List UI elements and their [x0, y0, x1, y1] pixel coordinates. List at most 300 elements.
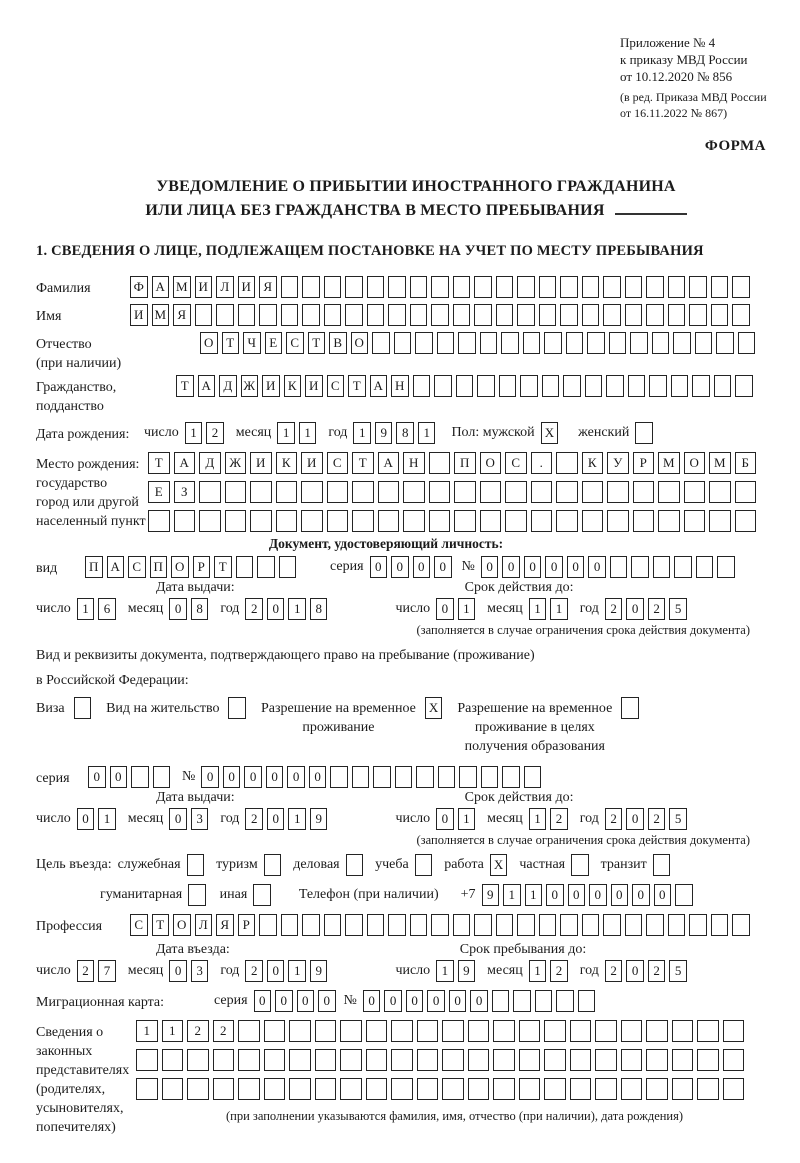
char-cell[interactable]	[496, 276, 514, 298]
char-cell[interactable]: 1	[288, 598, 306, 620]
purpose-humanitarian-checkbox[interactable]	[188, 884, 206, 906]
char-cell[interactable]: Т	[148, 452, 170, 474]
char-cell[interactable]	[570, 1049, 592, 1071]
char-cell[interactable]: Т	[222, 332, 240, 354]
char-cell[interactable]: З	[174, 481, 196, 503]
char-cell[interactable]: 1	[529, 598, 547, 620]
char-cell[interactable]: 9	[310, 808, 328, 830]
residence-permit-checkbox[interactable]	[228, 697, 246, 719]
char-cell[interactable]	[327, 481, 349, 503]
char-cell[interactable]: 0	[223, 766, 241, 788]
char-cell[interactable]: Е	[148, 481, 170, 503]
char-cell[interactable]: 2	[605, 598, 623, 620]
char-cell[interactable]: А	[174, 452, 196, 474]
char-cell[interactable]	[563, 375, 581, 397]
char-cell[interactable]: 0	[626, 960, 644, 982]
char-cell[interactable]	[352, 766, 370, 788]
temporary-residence-education-checkbox[interactable]	[621, 697, 639, 719]
char-cell[interactable]	[723, 1049, 745, 1071]
char-cell[interactable]	[570, 1078, 592, 1100]
char-cell[interactable]	[391, 1020, 413, 1042]
char-cell[interactable]	[609, 332, 627, 354]
char-cell[interactable]	[735, 481, 757, 503]
char-cell[interactable]	[136, 1049, 158, 1071]
char-cell[interactable]	[481, 766, 499, 788]
char-cell[interactable]	[505, 481, 527, 503]
char-cell[interactable]: 8	[396, 422, 414, 444]
char-cell[interactable]: К	[284, 375, 302, 397]
char-cell[interactable]	[416, 766, 434, 788]
char-cell[interactable]	[625, 276, 643, 298]
char-cell[interactable]	[301, 481, 323, 503]
char-cell[interactable]	[264, 1049, 286, 1071]
char-cell[interactable]	[689, 914, 707, 936]
char-cell[interactable]	[417, 1078, 439, 1100]
char-cell[interactable]	[621, 1078, 643, 1100]
char-cell[interactable]	[403, 481, 425, 503]
char-cell[interactable]	[668, 304, 686, 326]
char-cell[interactable]: 2	[213, 1020, 235, 1042]
char-cell[interactable]	[674, 556, 692, 578]
char-cell[interactable]: 9	[375, 422, 393, 444]
char-cell[interactable]	[429, 510, 451, 532]
char-cell[interactable]: 2	[648, 808, 666, 830]
char-cell[interactable]	[595, 1049, 617, 1071]
char-cell[interactable]	[403, 510, 425, 532]
char-cell[interactable]	[315, 1020, 337, 1042]
char-cell[interactable]	[531, 510, 553, 532]
char-cell[interactable]	[493, 1049, 515, 1071]
char-cell[interactable]	[474, 276, 492, 298]
char-cell[interactable]	[668, 276, 686, 298]
char-cell[interactable]	[582, 510, 604, 532]
char-cell[interactable]: 0	[406, 990, 424, 1012]
char-cell[interactable]: И	[238, 276, 256, 298]
female-checkbox[interactable]	[635, 422, 653, 444]
char-cell[interactable]	[162, 1049, 184, 1071]
char-cell[interactable]: 0	[413, 556, 431, 578]
char-cell[interactable]	[352, 510, 374, 532]
char-cell[interactable]: О	[480, 452, 502, 474]
char-cell[interactable]	[259, 304, 277, 326]
char-cell[interactable]	[289, 1078, 311, 1100]
char-cell[interactable]	[391, 1078, 413, 1100]
char-cell[interactable]	[531, 481, 553, 503]
char-cell[interactable]	[517, 914, 535, 936]
char-cell[interactable]	[672, 1049, 694, 1071]
char-cell[interactable]: 9	[458, 960, 476, 982]
char-cell[interactable]	[649, 375, 667, 397]
char-cell[interactable]	[646, 276, 664, 298]
char-cell[interactable]	[391, 1049, 413, 1071]
char-cell[interactable]	[148, 510, 170, 532]
char-cell[interactable]: 1	[436, 960, 454, 982]
char-cell[interactable]	[570, 1020, 592, 1042]
char-cell[interactable]	[711, 914, 729, 936]
char-cell[interactable]	[264, 1078, 286, 1100]
char-cell[interactable]	[493, 1078, 515, 1100]
char-cell[interactable]: Н	[403, 452, 425, 474]
char-cell[interactable]	[697, 1020, 719, 1042]
char-cell[interactable]	[199, 481, 221, 503]
char-cell[interactable]	[603, 914, 621, 936]
char-cell[interactable]	[603, 276, 621, 298]
char-cell[interactable]	[238, 1049, 260, 1071]
char-cell[interactable]	[566, 332, 584, 354]
char-cell[interactable]: 0	[434, 556, 452, 578]
char-cell[interactable]: 0	[654, 884, 672, 906]
char-cell[interactable]: И	[195, 276, 213, 298]
char-cell[interactable]: 0	[266, 766, 284, 788]
char-cell[interactable]: .	[531, 452, 553, 474]
char-cell[interactable]	[480, 510, 502, 532]
char-cell[interactable]	[437, 332, 455, 354]
char-cell[interactable]	[684, 481, 706, 503]
char-cell[interactable]: Я	[216, 914, 234, 936]
char-cell[interactable]	[519, 1020, 541, 1042]
char-cell[interactable]: С	[505, 452, 527, 474]
char-cell[interactable]	[735, 510, 757, 532]
char-cell[interactable]	[711, 304, 729, 326]
char-cell[interactable]: 0	[481, 556, 499, 578]
char-cell[interactable]	[417, 1049, 439, 1071]
char-cell[interactable]: 0	[626, 598, 644, 620]
char-cell[interactable]	[539, 914, 557, 936]
char-cell[interactable]: 2	[77, 960, 95, 982]
char-cell[interactable]	[673, 332, 691, 354]
char-cell[interactable]	[281, 276, 299, 298]
char-cell[interactable]: 0	[589, 884, 607, 906]
char-cell[interactable]	[213, 1078, 235, 1100]
char-cell[interactable]	[153, 766, 171, 788]
char-cell[interactable]: 1	[550, 598, 568, 620]
char-cell[interactable]	[453, 304, 471, 326]
char-cell[interactable]	[415, 332, 433, 354]
char-cell[interactable]	[410, 304, 428, 326]
char-cell[interactable]	[213, 1049, 235, 1071]
char-cell[interactable]: 8	[310, 598, 328, 620]
char-cell[interactable]	[493, 1020, 515, 1042]
char-cell[interactable]	[340, 1078, 362, 1100]
char-cell[interactable]: 9	[310, 960, 328, 982]
char-cell[interactable]	[324, 914, 342, 936]
char-cell[interactable]: А	[198, 375, 216, 397]
char-cell[interactable]	[302, 914, 320, 936]
char-cell[interactable]: 5	[669, 808, 687, 830]
char-cell[interactable]	[340, 1020, 362, 1042]
char-cell[interactable]: Ж	[225, 452, 247, 474]
char-cell[interactable]	[367, 276, 385, 298]
char-cell[interactable]: 0	[436, 808, 454, 830]
char-cell[interactable]: С	[327, 452, 349, 474]
char-cell[interactable]: Д	[219, 375, 237, 397]
char-cell[interactable]	[345, 914, 363, 936]
char-cell[interactable]	[289, 1049, 311, 1071]
char-cell[interactable]: 0	[287, 766, 305, 788]
char-cell[interactable]	[388, 304, 406, 326]
char-cell[interactable]	[429, 452, 451, 474]
char-cell[interactable]	[582, 481, 604, 503]
char-cell[interactable]	[723, 1020, 745, 1042]
char-cell[interactable]	[606, 375, 624, 397]
char-cell[interactable]	[257, 556, 275, 578]
char-cell[interactable]: 0	[632, 884, 650, 906]
char-cell[interactable]: 1	[288, 960, 306, 982]
char-cell[interactable]	[523, 332, 541, 354]
char-cell[interactable]	[578, 990, 596, 1012]
char-cell[interactable]	[499, 375, 517, 397]
char-cell[interactable]	[697, 1078, 719, 1100]
char-cell[interactable]	[162, 1078, 184, 1100]
char-cell[interactable]	[431, 304, 449, 326]
char-cell[interactable]: М	[658, 452, 680, 474]
char-cell[interactable]: 2	[550, 808, 568, 830]
char-cell[interactable]: 0	[275, 990, 293, 1012]
char-cell[interactable]	[519, 1049, 541, 1071]
char-cell[interactable]	[631, 556, 649, 578]
char-cell[interactable]	[238, 1078, 260, 1100]
char-cell[interactable]	[668, 914, 686, 936]
char-cell[interactable]	[454, 510, 476, 532]
char-cell[interactable]: 0	[370, 556, 388, 578]
char-cell[interactable]: Ф	[130, 276, 148, 298]
char-cell[interactable]	[442, 1049, 464, 1071]
purpose-tourism-checkbox[interactable]	[264, 854, 282, 876]
char-cell[interactable]: 0	[611, 884, 629, 906]
char-cell[interactable]	[646, 914, 664, 936]
char-cell[interactable]: О	[200, 332, 218, 354]
char-cell[interactable]: П	[150, 556, 168, 578]
char-cell[interactable]	[517, 304, 535, 326]
purpose-transit-checkbox[interactable]	[653, 854, 671, 876]
char-cell[interactable]: М	[709, 452, 731, 474]
char-cell[interactable]	[238, 1020, 260, 1042]
char-cell[interactable]: Т	[348, 375, 366, 397]
char-cell[interactable]: 0	[588, 556, 606, 578]
char-cell[interactable]	[696, 556, 714, 578]
char-cell[interactable]: 0	[391, 556, 409, 578]
char-cell[interactable]: 0	[502, 556, 520, 578]
char-cell[interactable]	[174, 510, 196, 532]
char-cell[interactable]	[367, 304, 385, 326]
char-cell[interactable]	[695, 332, 713, 354]
char-cell[interactable]: 0	[267, 808, 285, 830]
char-cell[interactable]	[431, 914, 449, 936]
char-cell[interactable]: Ж	[241, 375, 259, 397]
char-cell[interactable]: 0	[201, 766, 219, 788]
char-cell[interactable]: 2	[648, 598, 666, 620]
char-cell[interactable]: 6	[98, 598, 116, 620]
char-cell[interactable]	[625, 304, 643, 326]
char-cell[interactable]	[276, 481, 298, 503]
char-cell[interactable]	[501, 332, 519, 354]
purpose-business-checkbox[interactable]	[346, 854, 364, 876]
char-cell[interactable]	[187, 1049, 209, 1071]
char-cell[interactable]	[468, 1020, 490, 1042]
char-cell[interactable]	[327, 510, 349, 532]
char-cell[interactable]	[413, 375, 431, 397]
char-cell[interactable]	[366, 1078, 388, 1100]
char-cell[interactable]: 8	[191, 598, 209, 620]
char-cell[interactable]	[646, 1049, 668, 1071]
char-cell[interactable]	[671, 375, 689, 397]
char-cell[interactable]: К	[276, 452, 298, 474]
char-cell[interactable]	[301, 510, 323, 532]
char-cell[interactable]: И	[305, 375, 323, 397]
char-cell[interactable]	[505, 510, 527, 532]
char-cell[interactable]: Р	[238, 914, 256, 936]
char-cell[interactable]: 0	[244, 766, 262, 788]
char-cell[interactable]: 1	[277, 422, 295, 444]
char-cell[interactable]	[625, 914, 643, 936]
char-cell[interactable]	[225, 510, 247, 532]
char-cell[interactable]: О	[171, 556, 189, 578]
char-cell[interactable]: М	[173, 276, 191, 298]
char-cell[interactable]: 0	[449, 990, 467, 1012]
char-cell[interactable]	[216, 304, 234, 326]
char-cell[interactable]: Я	[173, 304, 191, 326]
char-cell[interactable]	[658, 481, 680, 503]
char-cell[interactable]: О	[173, 914, 191, 936]
char-cell[interactable]: Л	[195, 914, 213, 936]
char-cell[interactable]	[438, 766, 456, 788]
char-cell[interactable]	[633, 481, 655, 503]
char-cell[interactable]	[302, 304, 320, 326]
char-cell[interactable]: Т	[352, 452, 374, 474]
char-cell[interactable]: 0	[297, 990, 315, 1012]
char-cell[interactable]	[697, 1049, 719, 1071]
char-cell[interactable]	[453, 914, 471, 936]
char-cell[interactable]: 1	[162, 1020, 184, 1042]
char-cell[interactable]	[394, 332, 412, 354]
char-cell[interactable]	[388, 914, 406, 936]
char-cell[interactable]	[496, 304, 514, 326]
char-cell[interactable]	[366, 1020, 388, 1042]
char-cell[interactable]	[646, 1078, 668, 1100]
char-cell[interactable]	[544, 1049, 566, 1071]
char-cell[interactable]: 0	[363, 990, 381, 1012]
char-cell[interactable]: К	[582, 452, 604, 474]
char-cell[interactable]: 1	[529, 808, 547, 830]
char-cell[interactable]: 7	[98, 960, 116, 982]
purpose-work-checkbox[interactable]: X	[490, 854, 508, 876]
visa-checkbox[interactable]	[74, 697, 92, 719]
char-cell[interactable]	[442, 1020, 464, 1042]
char-cell[interactable]	[250, 481, 272, 503]
char-cell[interactable]	[315, 1049, 337, 1071]
char-cell[interactable]: А	[107, 556, 125, 578]
char-cell[interactable]	[502, 766, 520, 788]
char-cell[interactable]	[556, 481, 578, 503]
char-cell[interactable]: 0	[626, 808, 644, 830]
char-cell[interactable]	[429, 481, 451, 503]
char-cell[interactable]: 0	[267, 960, 285, 982]
char-cell[interactable]	[454, 481, 476, 503]
char-cell[interactable]: 1	[458, 808, 476, 830]
char-cell[interactable]	[302, 276, 320, 298]
char-cell[interactable]	[652, 332, 670, 354]
char-cell[interactable]	[468, 1078, 490, 1100]
char-cell[interactable]: Р	[193, 556, 211, 578]
char-cell[interactable]	[136, 1078, 158, 1100]
char-cell[interactable]	[716, 332, 734, 354]
char-cell[interactable]	[264, 1020, 286, 1042]
char-cell[interactable]	[539, 304, 557, 326]
char-cell[interactable]	[225, 481, 247, 503]
char-cell[interactable]	[556, 510, 578, 532]
char-cell[interactable]: 0	[110, 766, 128, 788]
char-cell[interactable]: 2	[550, 960, 568, 982]
char-cell[interactable]	[259, 914, 277, 936]
char-cell[interactable]	[480, 481, 502, 503]
char-cell[interactable]	[535, 990, 553, 1012]
char-cell[interactable]	[131, 766, 149, 788]
char-cell[interactable]	[556, 990, 574, 1012]
purpose-private-checkbox[interactable]	[571, 854, 589, 876]
char-cell[interactable]: О	[351, 332, 369, 354]
char-cell[interactable]: А	[378, 452, 400, 474]
char-cell[interactable]: 0	[567, 556, 585, 578]
char-cell[interactable]: 0	[169, 960, 187, 982]
char-cell[interactable]	[582, 914, 600, 936]
char-cell[interactable]: 1	[77, 598, 95, 620]
char-cell[interactable]	[378, 510, 400, 532]
char-cell[interactable]	[556, 452, 578, 474]
char-cell[interactable]	[672, 1020, 694, 1042]
char-cell[interactable]: И	[130, 304, 148, 326]
char-cell[interactable]: 1	[458, 598, 476, 620]
char-cell[interactable]: 5	[669, 598, 687, 620]
char-cell[interactable]: 0	[169, 598, 187, 620]
char-cell[interactable]	[330, 766, 348, 788]
char-cell[interactable]	[442, 1078, 464, 1100]
purpose-official-checkbox[interactable]	[187, 854, 205, 876]
char-cell[interactable]	[582, 276, 600, 298]
char-cell[interactable]: 2	[605, 808, 623, 830]
char-cell[interactable]	[367, 914, 385, 936]
char-cell[interactable]: Л	[216, 276, 234, 298]
char-cell[interactable]	[372, 332, 390, 354]
purpose-other-checkbox[interactable]	[253, 884, 271, 906]
char-cell[interactable]: Е	[265, 332, 283, 354]
char-cell[interactable]	[633, 510, 655, 532]
char-cell[interactable]	[560, 276, 578, 298]
char-cell[interactable]: 0	[546, 884, 564, 906]
char-cell[interactable]	[345, 304, 363, 326]
char-cell[interactable]: 1	[185, 422, 203, 444]
char-cell[interactable]	[646, 1020, 668, 1042]
char-cell[interactable]: 0	[436, 598, 454, 620]
char-cell[interactable]	[560, 304, 578, 326]
char-cell[interactable]: П	[454, 452, 476, 474]
char-cell[interactable]	[544, 332, 562, 354]
char-cell[interactable]: А	[152, 276, 170, 298]
char-cell[interactable]: 1	[288, 808, 306, 830]
char-cell[interactable]	[517, 276, 535, 298]
char-cell[interactable]: 0	[267, 598, 285, 620]
char-cell[interactable]	[603, 304, 621, 326]
char-cell[interactable]: 3	[191, 960, 209, 982]
char-cell[interactable]: С	[130, 914, 148, 936]
char-cell[interactable]: М	[152, 304, 170, 326]
char-cell[interactable]	[366, 1049, 388, 1071]
char-cell[interactable]: 2	[245, 808, 263, 830]
char-cell[interactable]	[539, 276, 557, 298]
char-cell[interactable]	[628, 375, 646, 397]
char-cell[interactable]	[236, 556, 254, 578]
char-cell[interactable]	[711, 276, 729, 298]
char-cell[interactable]	[582, 304, 600, 326]
